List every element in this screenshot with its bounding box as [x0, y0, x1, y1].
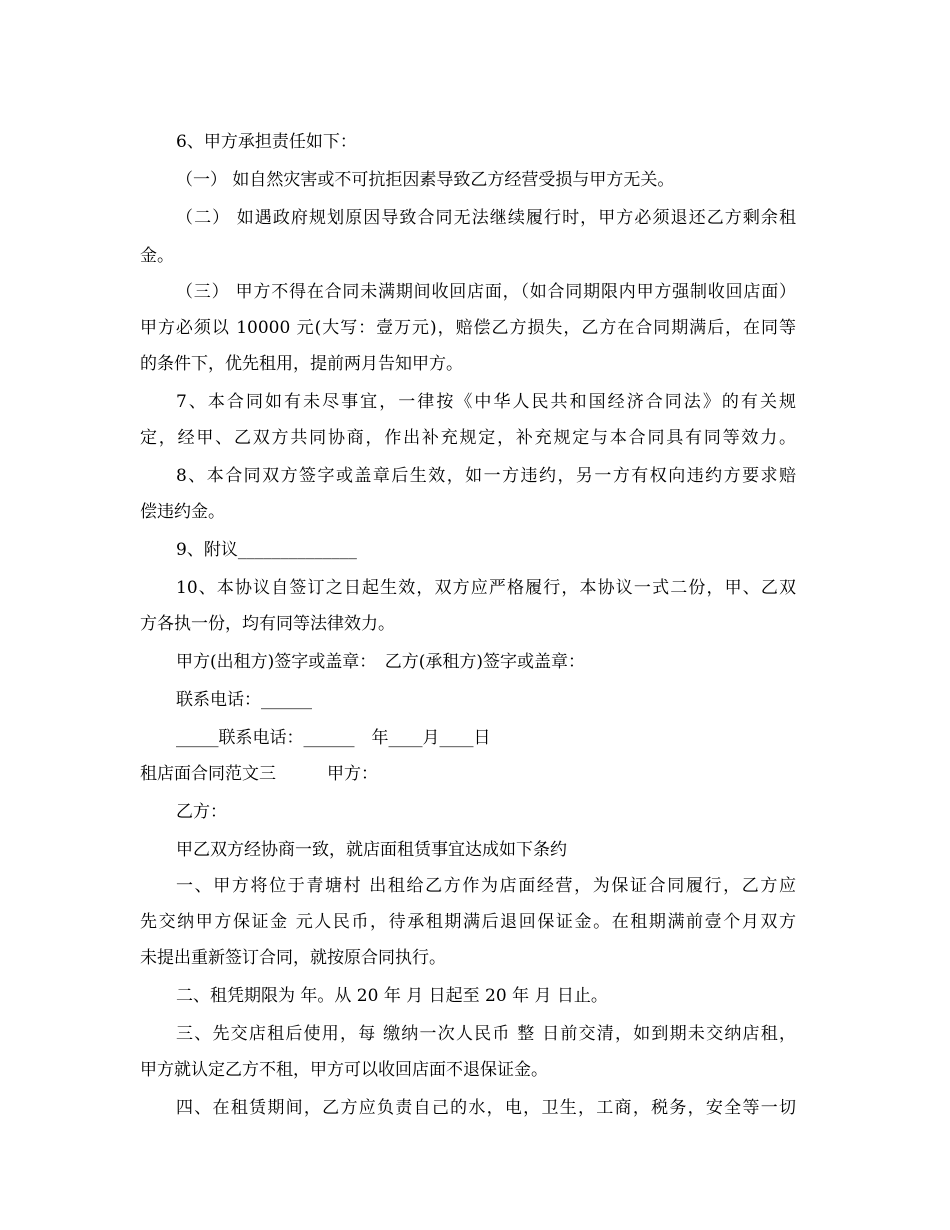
section-three-title: 租店面合同范文三 甲方： [140, 764, 378, 784]
clause-8-line-2: 偿违约金。 [140, 502, 225, 522]
article-2: 二、租凭期限为 年。从 20 年 月 日起至 20 年 月 日止。 [176, 986, 608, 1006]
preamble: 甲乙双方经协商一致，就店面租赁事宜达成如下条约 [176, 840, 567, 860]
clause-6-item-3-line-1: （三） 甲方不得在合同未满期间收回店面，（如合同期限内甲方强制收回店面） [176, 282, 796, 302]
clause-7-line-1: 7、本合同如有未尽事宜，一律按《中华人民共和国经济合同法》的有关规 [176, 392, 796, 412]
clause-6-item-3-line-3: 的条件下，优先租用，提前两月告知甲方。 [140, 354, 463, 374]
clause-6-heading: 6、甲方承担责任如下： [176, 132, 357, 152]
article-1-line-1: 一、甲方将位于青塘村 出租给乙方作为店面经营，为保证合同履行，乙方应 [176, 876, 796, 896]
clause-6-item-2-line-2: 金。 [140, 246, 174, 266]
clause-10-line-1: 10、本协议自签订之日起生效，双方应严格履行，本协议一式二份，甲、乙双 [176, 578, 796, 598]
clause-6-item-2-line-1: （二） 如遇政府规划原因导致合同无法继续履行时，甲方必须退还乙方剩余租 [176, 208, 796, 228]
clause-6-item-1: （一） 如自然灾害或不可抗拒因素导致乙方经营受损与甲方无关。 [176, 170, 675, 190]
article-1-line-2: 先交纳甲方保证金 元人民币，待承租期满后退回保证金。在租期满前壹个月双方 [140, 912, 796, 932]
party-b-label: 乙方： [176, 802, 227, 822]
clause-10-line-2: 方各执一份，均有同等法律效力。 [140, 614, 395, 634]
signature-line: 甲方(出租方)签字或盖章： 乙方(承租方)签字或盖章： [176, 652, 586, 672]
contact-phone-line: 联系电话：______ [176, 690, 312, 710]
article-1-line-3: 未提出重新签订合同，就按原合同执行。 [140, 948, 446, 968]
clause-9: 9、附议______________ [176, 540, 357, 560]
clause-6-item-3-line-2: 甲方必须以 10000 元(大写：壹万元)，赔偿乙方损失，乙方在合同期满后，在同等 [140, 318, 796, 338]
clause-8-line-1: 8、本合同双方签字或盖章后生效，如一方违约，另一方有权向违约方要求赔 [176, 466, 796, 486]
contact-date-line: _____联系电话：______ 年____月____日 [176, 728, 491, 748]
clause-7-line-2: 定，经甲、乙双方共同协商，作出补充规定，补充规定与本合同具有同等效力。 [140, 428, 796, 448]
article-4-line-1: 四、在租赁期间，乙方应负责自己的水，电，卫生，工商，税务，安全等一切 [176, 1098, 796, 1118]
article-3-line-2: 甲方就认定乙方不租，甲方可以收回店面不退保证金。 [140, 1060, 548, 1080]
article-3-line-1: 三、先交店租后使用，每 缴纳一次人民币 整 日前交清，如到期未交纳店租， [176, 1024, 796, 1044]
